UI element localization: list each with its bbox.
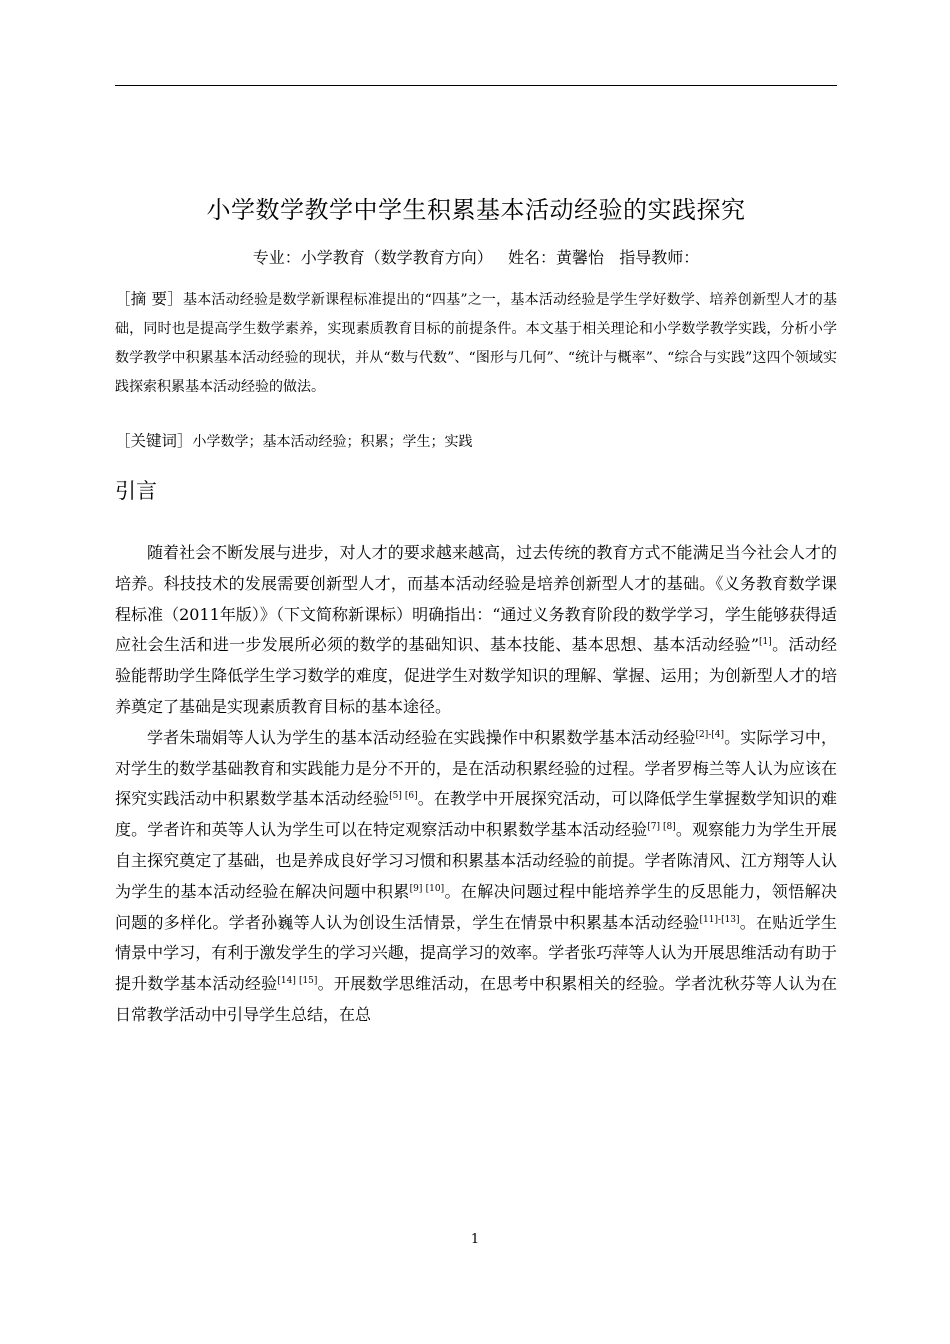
paragraph-text: 随着社会不断发展与进步，对人才的要求越来越高，过去传统的教育方式不能满足当今社会人才的培养。科技技术的发展需要创新型人才，而基本活动经验是培养创新型人才的基础。《义务教育数学课程标准（2011年版）》（下文简称新课标）明确指出：“通过义务教育阶段的数学学习，学生能够获得适应社会生活和进一步发展所必须的数学的基础知识、基本技能、基本思想、基本活动经验” [115,543,837,655]
paragraph [115,538,837,723]
keywords-label: ［关键词］ [115,432,193,450]
paragraph-text: 。活动经验能帮助学生降低学生学习数学的难度，促进学生对数学知识的理解、掌握、运用；为创新型人才的培养奠定了基础是实现素质教育目标的基本途径。 [115,635,837,716]
paragraph [115,723,837,1031]
keywords-text: 小学数学；基本活动经验；积累；学生；实践 [192,434,473,450]
paragraph-text: 。在贴近学生情景中学习，有利于激发学生的学习兴趣，提高学习的效率。学者张巧萍等人认为开展思维活动有助于提升数学基本活动经验 [115,912,837,994]
paragraph-text: 。在教学中开展探究活动，可以降低学生掌握数学知识的难度。学者许和英等人认为学生可以在特定观察活动中积累数学基本活动经验 [115,789,837,840]
citation: [7] [8] [647,822,676,833]
header-rule [115,85,837,86]
paragraph-text: 。实际学习中，对学生的数学基础教育和实践能力是分不开的，是在活动积累经验的过程。学者罗梅兰等人认为应该在探究实践活动中积累数学基本活动经验 [115,727,837,809]
abstract [115,285,837,402]
author-line [115,246,837,270]
keywords [115,427,837,456]
author-major: 专业：小学教育（数学教育方向） [252,248,493,267]
section-heading-introduction: 引言 [115,479,157,503]
citation: [5] [6] [389,791,418,802]
citation: [1] [759,637,772,648]
citation: [14] [15] [277,976,318,987]
body-text [115,538,837,1031]
citation: [2]-[4] [695,729,725,740]
abstract-text: 基本活动经验是数学新课程标准提出的“四基”之一，基本活动经验是学生学好数学、培养创新型人才的基础，同时也是提高学生数学素养，实现素质教育目标的前提条件。本文基于相关理论和小学数学教学实践，分析小学数学教学中积累基本活动经验的现状，并从“数与代数”、“图形与几何”、“统计与概率”、“综合与实践”这四个领域实践探索积累基本活动经验的做法。 [115,292,837,395]
paragraph-text: 。在解决问题过程中能培养学生的反思能力，领悟解决问题的多样化。学者孙巍等人认为创设生活情景，学生在情景中积累基本活动经验 [115,881,837,932]
paragraph-text: 学者朱瑞娟等人认为学生的基本活动经验在实践操作中积累数学基本活动经验 [147,727,696,747]
author-advisor: 指导教师： [619,248,700,267]
paragraph-text: 。开展数学思维活动，在思考中积累相关的经验。学者沈秋芬等人认为在日常教学活动中引导学生总结，在总 [115,974,837,1024]
paragraph-text: 。观察能力为学生开展自主探究奠定了基础，也是养成良好学习习惯和积累基本活动经验的前提。学者陈清风、江方翔等人认为学生的基本活动经验在解决问题中积累 [115,820,837,901]
abstract-label: ［摘 要］ [115,290,183,308]
citation: [11]-[13] [699,914,740,925]
document-title: 小学数学教学中学生积累基本活动经验的实践探究 [206,196,746,224]
page-number: 1 [470,1232,480,1247]
citation: [9] [10] [409,883,445,894]
author-name: 姓名：黄馨怡 [507,248,604,267]
